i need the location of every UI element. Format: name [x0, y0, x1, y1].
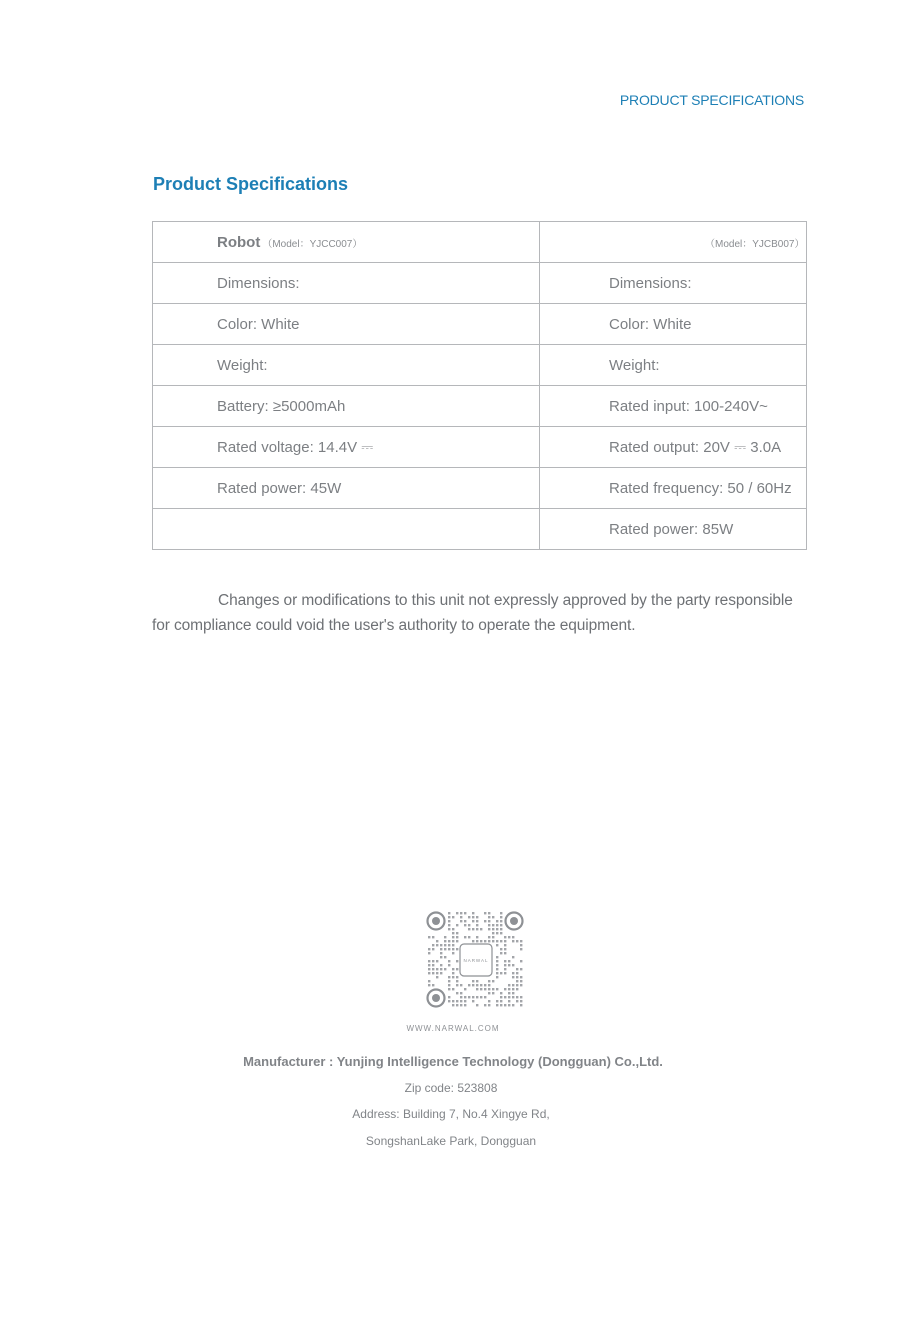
qr-module: [436, 968, 438, 970]
qr-module: [504, 944, 506, 946]
qr-module: [488, 984, 490, 986]
qr-module: [464, 988, 466, 990]
qr-module: [496, 928, 498, 930]
qr-module: [504, 936, 506, 938]
qr-module: [428, 980, 430, 982]
qr-module: [448, 920, 450, 922]
qr-module: [496, 924, 498, 926]
qr-module: [444, 948, 446, 950]
qr-module: [456, 1000, 458, 1002]
qr-module: [520, 976, 522, 978]
spec-row: [153, 468, 807, 509]
qr-module: [464, 1000, 466, 1002]
address-line-1: Address: Building 7, No.4 Xingye Rd,: [352, 1107, 550, 1121]
qr-module: [456, 924, 458, 926]
qr-module: [448, 912, 450, 914]
qr-module: [428, 964, 430, 966]
qr-module: [452, 944, 454, 946]
qr-module: [508, 1004, 510, 1006]
qr-module: [460, 920, 462, 922]
qr-module: [516, 984, 518, 986]
qr-module: [456, 992, 458, 994]
qr-module: [520, 984, 522, 986]
qr-module: [472, 912, 474, 914]
qr-module: [500, 1000, 502, 1002]
manufacturer: Manufacturer : Yunjing Intelligence Technology (Dongguan) Co.,Ltd.: [243, 1054, 663, 1069]
qr-module: [432, 984, 434, 986]
qr-module: [492, 924, 494, 926]
qr-module: [428, 972, 430, 974]
base-model: （Model：YJCB007）: [705, 238, 805, 250]
qr-module: [496, 1000, 498, 1002]
qr-module: [428, 952, 430, 954]
qr-module: [496, 1004, 498, 1006]
qr-module: [480, 988, 482, 990]
qr-module: [488, 988, 490, 990]
qr-module: [448, 948, 450, 950]
qr-module: [512, 992, 514, 994]
qr-module: [452, 916, 454, 918]
qr-module: [476, 916, 478, 918]
robot-spec-cell: Dimensions:: [153, 263, 540, 304]
qr-module: [476, 920, 478, 922]
qr-module: [496, 964, 498, 966]
qr-module: [496, 988, 498, 990]
qr-module: [512, 988, 514, 990]
qr-module: [516, 980, 518, 982]
qr-module: [492, 928, 494, 930]
qr-module: [472, 916, 474, 918]
qr-code-image: [426, 910, 526, 1010]
qr-module: [448, 928, 450, 930]
qr-module: [456, 980, 458, 982]
qr-module: [464, 924, 466, 926]
qr-module: [444, 968, 446, 970]
base-spec-cell: Color: White: [540, 304, 807, 345]
qr-module: [500, 920, 502, 922]
qr-module: [452, 932, 454, 934]
qr-module: [456, 940, 458, 942]
qr-module: [472, 1000, 474, 1002]
qr-module: [520, 980, 522, 982]
section-title: Product Specifications: [153, 174, 349, 194]
qr-module: [488, 940, 490, 942]
qr-module: [452, 976, 454, 978]
qr-module: [452, 948, 454, 950]
qr-module: [440, 944, 442, 946]
qr-module: [496, 920, 498, 922]
qr-module: [428, 948, 430, 950]
qr-module: [440, 972, 442, 974]
qr-module: [496, 968, 498, 970]
qr-module: [488, 928, 490, 930]
qr-module: [472, 980, 474, 982]
qr-module: [488, 924, 490, 926]
qr-module: [432, 948, 434, 950]
qr-module: [432, 972, 434, 974]
qr-module: [460, 992, 462, 994]
qr-module: [452, 988, 454, 990]
qr-module: [520, 968, 522, 970]
spec-row: [153, 509, 807, 550]
qr-module: [492, 936, 494, 938]
robot-spec-cell: [153, 509, 540, 550]
qr-module: [520, 960, 522, 962]
qr-module: [508, 988, 510, 990]
qr-module: [460, 984, 462, 986]
qr-module: [436, 944, 438, 946]
spec-header-row: [153, 222, 807, 263]
qr-module: [448, 988, 450, 990]
qr-module: [444, 936, 446, 938]
qr-module: [496, 940, 498, 942]
spec-row: [153, 304, 807, 345]
qr-module: [440, 964, 442, 966]
qr-module: [520, 996, 522, 998]
base-header-cell: [540, 222, 807, 263]
qr-module: [456, 936, 458, 938]
qr-module: [476, 1004, 478, 1006]
qr-module: [500, 928, 502, 930]
qr-module: [508, 936, 510, 938]
qr-module: [504, 972, 506, 974]
qr-module: [468, 996, 470, 998]
qr-module: [492, 980, 494, 982]
qr-module: [456, 932, 458, 934]
qr-module: [484, 984, 486, 986]
qr-module: [476, 984, 478, 986]
qr-module: [500, 932, 502, 934]
qr-module: [452, 1000, 454, 1002]
qr-module: [516, 940, 518, 942]
qr-module: [520, 1004, 522, 1006]
qr-module: [468, 984, 470, 986]
qr-module: [432, 964, 434, 966]
qr-module: [500, 996, 502, 998]
qr-module: [468, 916, 470, 918]
qr-module: [464, 936, 466, 938]
qr-logo-text: NARWAL: [463, 958, 489, 963]
robot-spec-cell: Rated power: 45W: [153, 468, 540, 509]
qr-module: [512, 1004, 514, 1006]
qr-module: [500, 1004, 502, 1006]
qr-module: [432, 944, 434, 946]
qr-module: [504, 940, 506, 942]
qr-module: [512, 940, 514, 942]
qr-module: [488, 916, 490, 918]
qr-module: [448, 940, 450, 942]
qr-module: [496, 956, 498, 958]
robot-spec-cell: Battery: ≥5000mAh: [153, 386, 540, 427]
qr-module: [500, 952, 502, 954]
robot-name: Robot: [217, 233, 261, 251]
qr-module: [516, 1000, 518, 1002]
qr-module: [436, 976, 438, 978]
qr-module: [508, 964, 510, 966]
qr-module: [452, 940, 454, 942]
qr-module: [480, 996, 482, 998]
compliance-note: Changes or modifications to this unit not expressly approved by the party responsible for compliance could void the user's authority to operate the equipment.: [152, 592, 793, 634]
qr-module: [440, 968, 442, 970]
base-spec-cell: Rated output: 20V ⎓ 3.0A: [540, 427, 807, 468]
qr-module: [468, 928, 470, 930]
qr-module: [468, 924, 470, 926]
qr-module: [472, 996, 474, 998]
qr-module: [516, 968, 518, 970]
qr-module: [480, 984, 482, 986]
qr-module: [452, 972, 454, 974]
qr-module: [472, 940, 474, 942]
qr-module: [508, 992, 510, 994]
qr-module: [436, 940, 438, 942]
qr-module: [464, 912, 466, 914]
qr-module: [476, 940, 478, 942]
qr-module: [452, 936, 454, 938]
qr-module: [456, 948, 458, 950]
qr-module: [484, 1004, 486, 1006]
qr-module: [444, 944, 446, 946]
qr-module: [504, 996, 506, 998]
qr-module: [504, 960, 506, 962]
qr-module: [440, 952, 442, 954]
qr-module: [484, 912, 486, 914]
base-spec-cell: Rated input: 100-240V~: [540, 386, 807, 427]
qr-module: [476, 936, 478, 938]
qr-module: [436, 960, 438, 962]
website-url: WWW.NARWAL.COM: [406, 1024, 500, 1033]
qr-module: [432, 960, 434, 962]
qr-module: [448, 980, 450, 982]
qr-module: [484, 940, 486, 942]
address-line-2: SongshanLake Park, Dongguan: [365, 1134, 537, 1148]
qr-module: [484, 920, 486, 922]
qr-module: [460, 996, 462, 998]
qr-module: [512, 976, 514, 978]
qr-module: [456, 968, 458, 970]
qr-module: [448, 944, 450, 946]
qr-module: [428, 984, 430, 986]
running-header: PRODUCT SPECIFICATIONS: [619, 92, 804, 108]
zip-code: Zip code: 523808: [404, 1081, 498, 1095]
qr-module: [448, 964, 450, 966]
qr-module: [512, 996, 514, 998]
qr-module: [496, 960, 498, 962]
qr-module: [480, 928, 482, 930]
qr-module: [500, 972, 502, 974]
qr-module: [448, 924, 450, 926]
robot-spec-cell: Color: White: [153, 304, 540, 345]
qr-module: [504, 952, 506, 954]
qr-module: [476, 980, 478, 982]
qr-module: [500, 916, 502, 918]
qr-module: [456, 984, 458, 986]
qr-module: [472, 920, 474, 922]
qr-module: [452, 1004, 454, 1006]
qr-module: [448, 960, 450, 962]
qr-module: [504, 1004, 506, 1006]
qr-module: [464, 920, 466, 922]
qr-module: [488, 1004, 490, 1006]
qr-module: [456, 1004, 458, 1006]
qr-module: [472, 984, 474, 986]
qr-module: [488, 1000, 490, 1002]
qr-module: [492, 932, 494, 934]
qr-module: [520, 948, 522, 950]
qr-module: [448, 1000, 450, 1002]
qr-module: [428, 960, 430, 962]
spec-row: [153, 427, 807, 468]
qr-module: [504, 968, 506, 970]
qr-module: [512, 972, 514, 974]
qr-module: [428, 936, 430, 938]
qr-module: [452, 968, 454, 970]
qr-module: [432, 936, 434, 938]
qr-module: [508, 996, 510, 998]
qr-module: [464, 996, 466, 998]
qr-module: [448, 916, 450, 918]
qr-module: [456, 976, 458, 978]
qr-module: [512, 956, 514, 958]
robot-model: （Model：YJCC007）: [262, 238, 363, 250]
qr-code: [426, 910, 526, 1010]
qr-module: [512, 964, 514, 966]
qr-module: [488, 936, 490, 938]
qr-module: [496, 932, 498, 934]
qr-module: [460, 912, 462, 914]
qr-module: [432, 968, 434, 970]
qr-module: [508, 1000, 510, 1002]
qr-module: [500, 940, 502, 942]
qr-module: [488, 992, 490, 994]
qr-module: [500, 948, 502, 950]
qr-module: [448, 996, 450, 998]
qr-module: [496, 972, 498, 974]
qr-module: [444, 956, 446, 958]
qr-module: [448, 976, 450, 978]
qr-module: [428, 968, 430, 970]
base-spec-cell: Rated power: 85W: [540, 509, 807, 550]
qr-module: [460, 916, 462, 918]
qr-module: [492, 916, 494, 918]
base-spec-cell: Weight:: [540, 345, 807, 386]
qr-module: [512, 936, 514, 938]
qr-module: [436, 972, 438, 974]
qr-module: [496, 976, 498, 978]
qr-module: [440, 948, 442, 950]
qr-module: [504, 988, 506, 990]
qr-module: [440, 956, 442, 958]
qr-module: [504, 964, 506, 966]
qr-module: [468, 936, 470, 938]
spec-row: [153, 386, 807, 427]
qr-module: [504, 948, 506, 950]
qr-module: [500, 924, 502, 926]
qr-module: [508, 984, 510, 986]
qr-module: [520, 1000, 522, 1002]
qr-module: [484, 996, 486, 998]
qr-module: [492, 988, 494, 990]
qr-module: [516, 996, 518, 998]
qr-module: [476, 996, 478, 998]
qr-module: [488, 920, 490, 922]
qr-module: [488, 912, 490, 914]
qr-module: [500, 912, 502, 914]
spec-row: [153, 345, 807, 386]
qr-module: [492, 992, 494, 994]
qr-module: [492, 940, 494, 942]
qr-module: [452, 928, 454, 930]
robot-spec-cell: Rated voltage: 14.4V ⎓: [153, 427, 540, 468]
qr-module: [448, 984, 450, 986]
qr-module: [452, 952, 454, 954]
qr-module: [472, 928, 474, 930]
qr-module: [456, 960, 458, 962]
qr-module: [444, 940, 446, 942]
qr-module: [516, 972, 518, 974]
qr-module: [480, 940, 482, 942]
spec-row: [153, 263, 807, 304]
base-spec-cell: Dimensions:: [540, 263, 807, 304]
base-spec-cell: Rated frequency: 50 / 60Hz: [540, 468, 807, 509]
qr-module: [500, 992, 502, 994]
qr-module: [476, 924, 478, 926]
qr-module: [512, 984, 514, 986]
qr-module: [516, 976, 518, 978]
robot-header-cell: [153, 222, 540, 263]
spec-table: [152, 221, 807, 550]
qr-module: [516, 988, 518, 990]
qr-module: [476, 928, 478, 930]
qr-module: [496, 944, 498, 946]
qr-module: [460, 1000, 462, 1002]
qr-module: [456, 912, 458, 914]
qr-module: [520, 944, 522, 946]
qr-module: [484, 988, 486, 990]
qr-module: [460, 1004, 462, 1006]
robot-spec-cell: Weight:: [153, 345, 540, 386]
qr-module: [520, 940, 522, 942]
qr-module: [508, 960, 510, 962]
qr-module: [488, 980, 490, 982]
qr-module: [464, 1004, 466, 1006]
qr-module: [476, 988, 478, 990]
